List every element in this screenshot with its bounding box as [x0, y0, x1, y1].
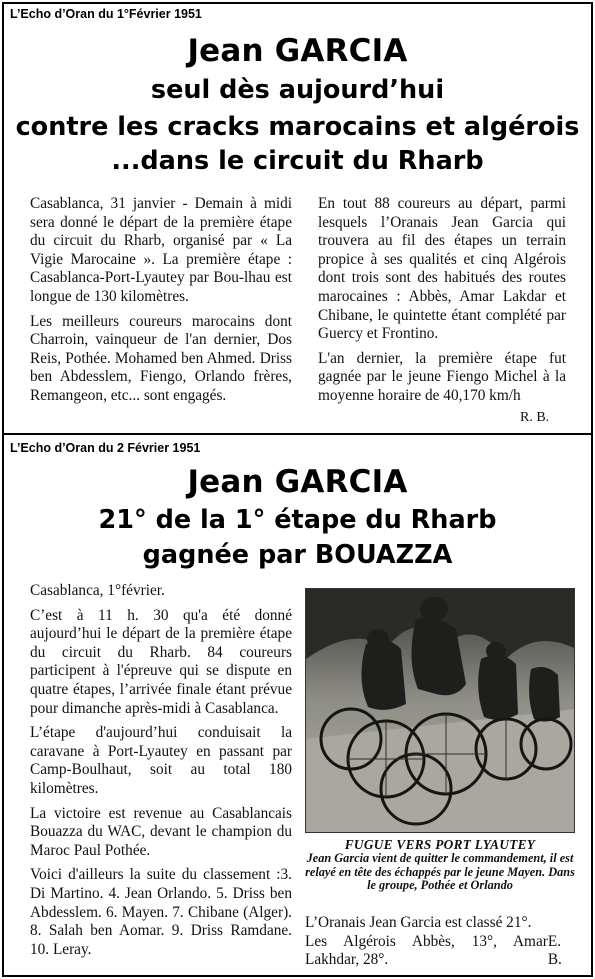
article-1-column-2: [318, 195, 566, 412]
paragraph: L'an dernier, la première étape fut gagnée par le jeune Fiengo Michel à la moyenne horaire de 40,170 km/h: [318, 349, 566, 404]
article-1-column-1: [30, 195, 292, 412]
headline-1-line3: contre les cracks marocains et algérois: [15, 112, 580, 142]
paragraph: En tout 88 coureurs au départ, parmi lesquels l’Oranais Jean Garcia qui trouvera au fil des étapes un terrain propice à ses qualités et cinq Algérois dont trois sont des habitués des routes marocaines : Abbès, Amar Lakdar et Chibane, le quintette étant complété par Guercy et Frontino.: [318, 195, 566, 343]
paragraph: Les meilleurs coureurs marocains dont Charroin, vainqueur de l'an dernier, Dos Reis, Pothée. Mohamed ben Ahmed. Driss ben Abdesslem, Fiengo, Orlando frères, Remangeon, etc... sont engagés.: [30, 312, 292, 404]
headline-1-line4: ...dans le circuit du Rharb: [111, 146, 484, 176]
paragraph: La victoire est revenue au Casablancais Bouazza du WAC, devant le champion du Maroc Paul Pothée.: [30, 804, 292, 859]
headline-2-line3: gagnée par BOUAZZA: [142, 540, 453, 570]
divider: [4, 433, 591, 435]
source-line-2: L’Echo d’Oran du 2 Février 1951: [10, 441, 201, 455]
paragraph: Voici d'ailleurs la suite du classement :3. Di Martino. 4. Jean Orlando. 5. Driss ben Abdesslem. 6. Mayen. 7. Chibane (Alger). 8. Salah ben Aomar. 9. Driss Ramdane. 10. Leray.: [30, 866, 292, 958]
paragraph: C’est à 11 h. 30 qu'a été donné aujourd’hui le départ de la première étape du circuit du Rharb. 84 coureurs participent à l'épreuve qui se dispute en quatre étapes, l’arrivée finale étant prévue pour dimanche après-midi à Casablanca.: [30, 606, 292, 717]
final-line-1: L’Oranais Jean Garcia est classé 21°.: [305, 914, 532, 931]
headline-2-name: Jean GARCIA: [187, 464, 408, 500]
signature-1: R. B.: [520, 410, 550, 425]
paragraph: L’étape d'aujourd’hui conduisait la caravane à Port-Lyautey en passant par Camp-Boulhaut, soit au total 180 kilomètres.: [30, 724, 292, 797]
final-line-2: Les Algérois Abbès, 13°, Amar Lakhdar, 28°.: [305, 932, 548, 969]
cyclists-photo: [305, 588, 575, 833]
headline-1-name: Jean GARCIA: [187, 33, 408, 69]
signature-2: E. B.: [547, 932, 562, 969]
photo-caption-text: Jean Garcia vient de quitter le commandement, il est relayé en tête des échappés par le jeune Mayen. Dans le groupe, Pothée et Orlando: [305, 851, 575, 893]
article-2-final-lines: [305, 914, 575, 970]
paragraph: Casablanca, 1°février.: [30, 582, 165, 599]
article-2-column-1: [30, 582, 292, 965]
paragraph: Casablanca, 31 janvier - Demain à midi sera donné le départ de la première étape du circuit du Rharb, organisé par « La Vigie Marocaine ». La première étape : Casablanca-Port-Lyautey par Bou-lhau est longue de 130 kilomètres.: [30, 195, 292, 305]
headline-2-line2: 21° de la 1° étape du Rharb: [98, 505, 497, 535]
photo-caption-title: FUGUE VERS PORT LYAUTEY: [344, 837, 536, 852]
final-line-2-row: [305, 933, 575, 970]
source-line-1: L’Echo d’Oran du 1°Février 1951: [10, 7, 202, 21]
headline-1-line2: seul dès aujourd’hui: [150, 75, 445, 105]
